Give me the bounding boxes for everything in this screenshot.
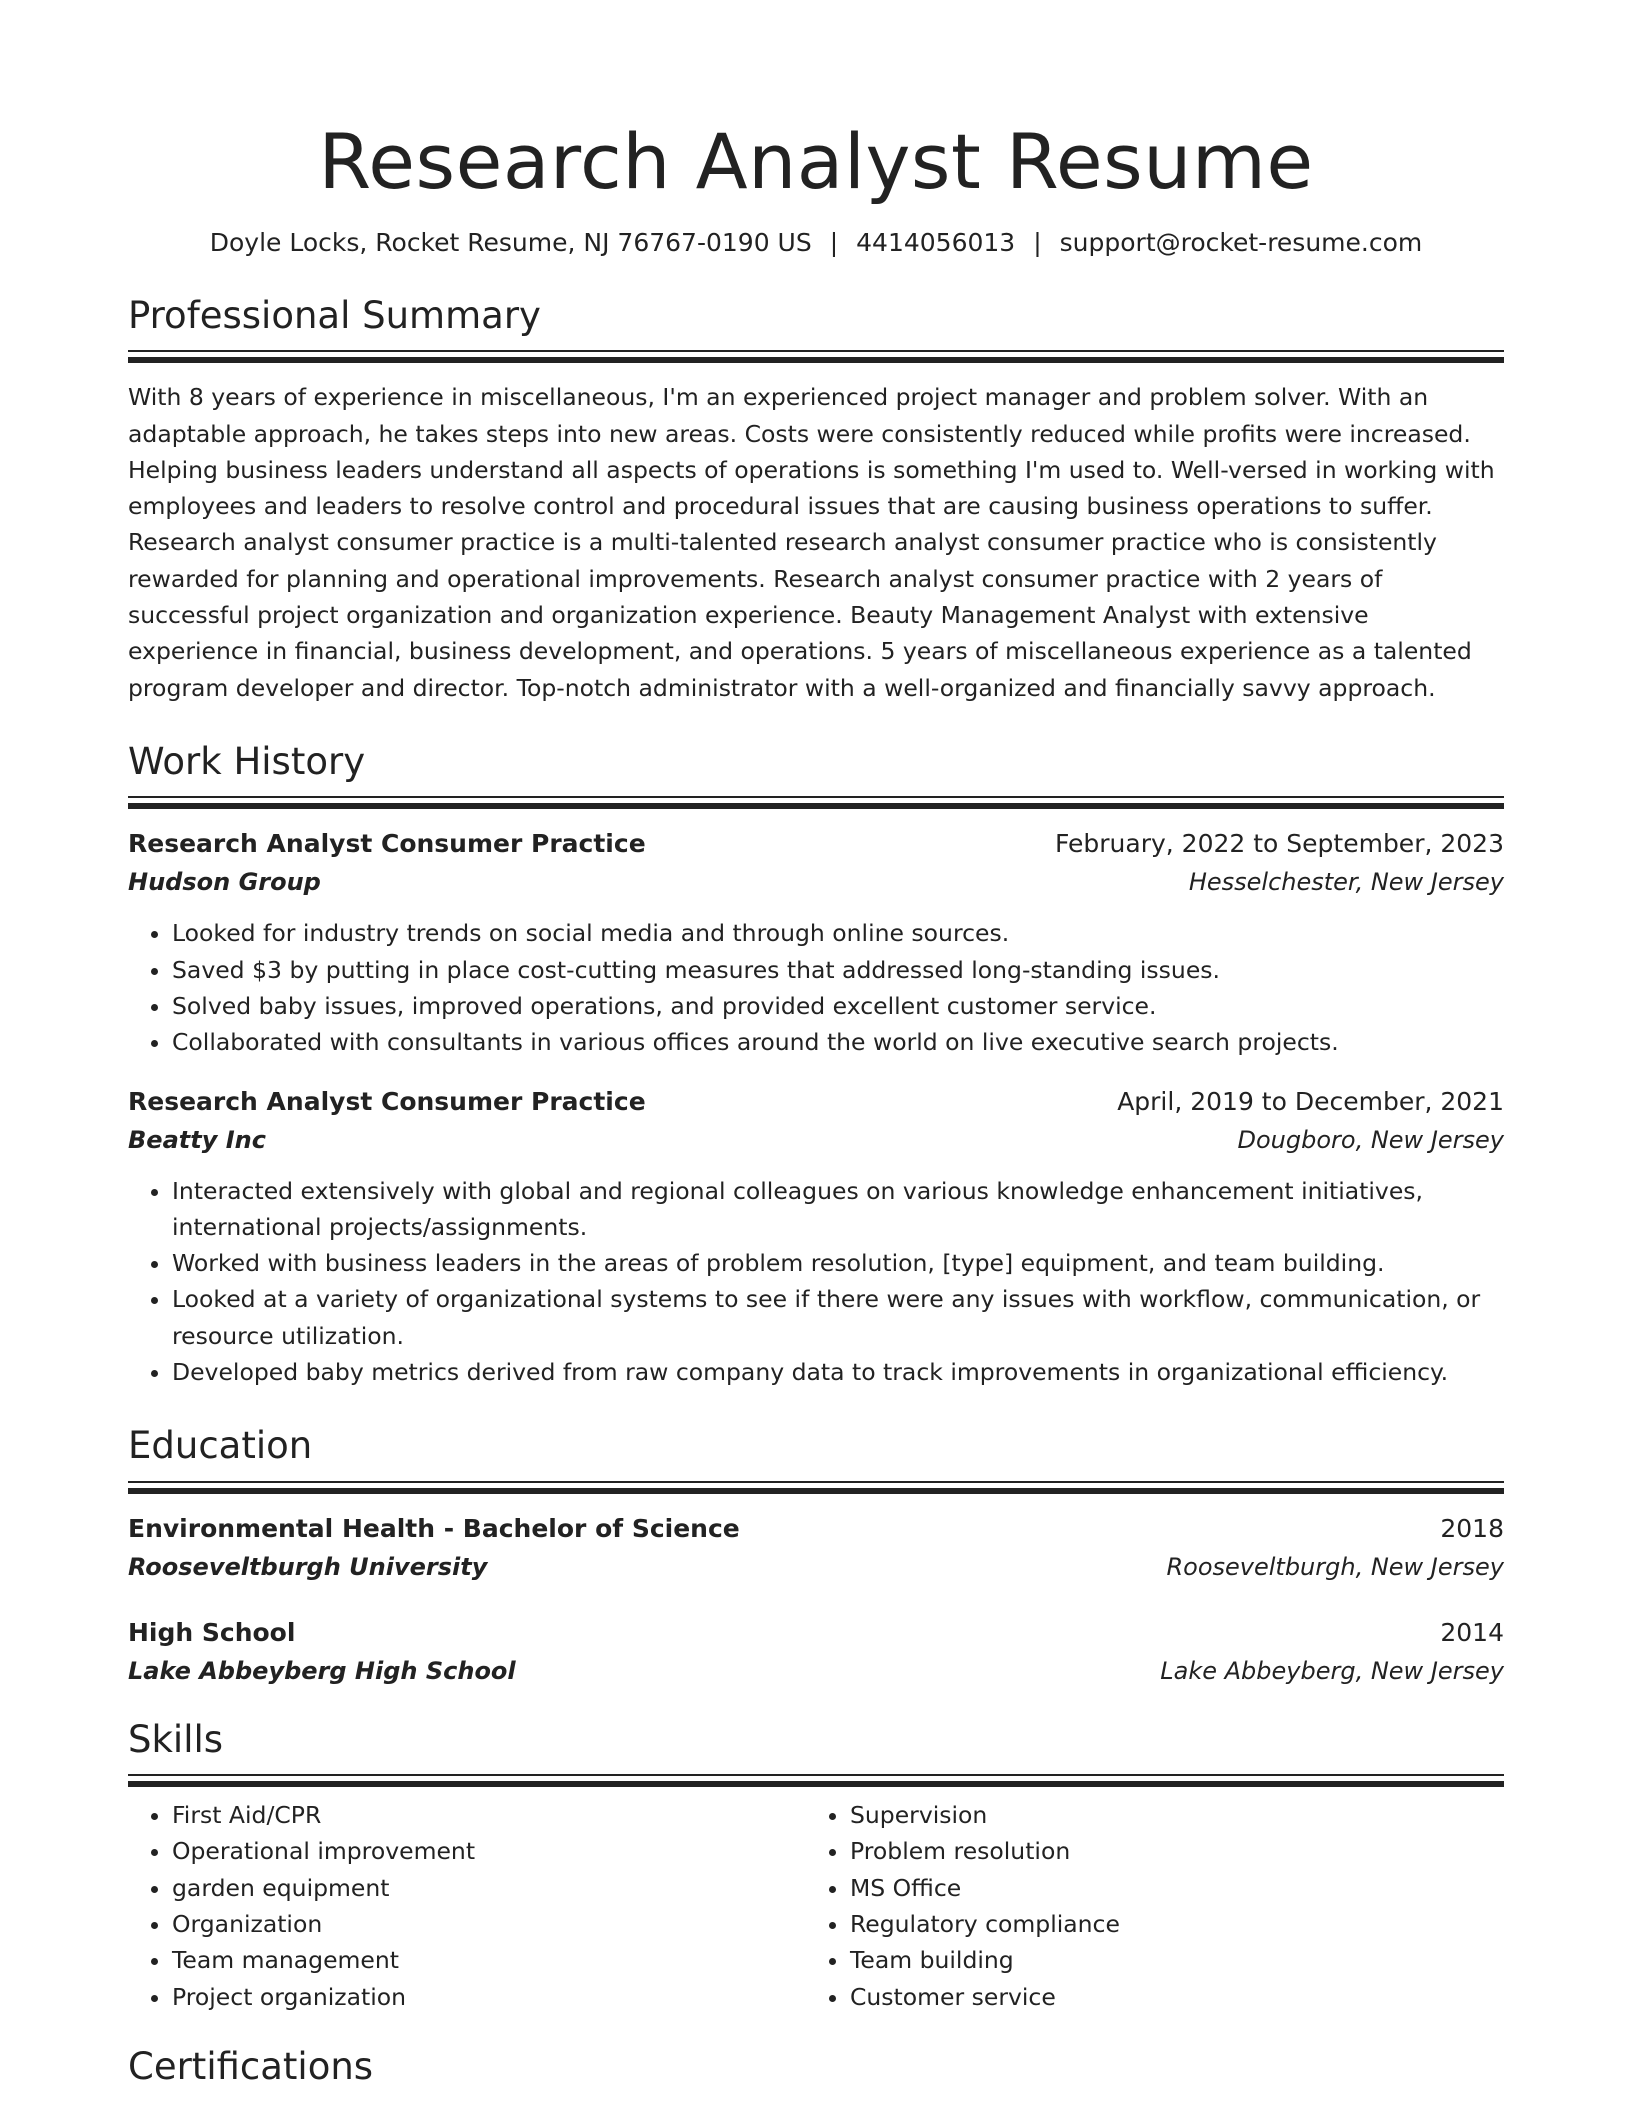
list-item: • Developed baby metrics derived from raw company data to track improvements in organizational efficiency. — [172, 1354, 1504, 1390]
contact-phone: 4414056013 — [856, 228, 1016, 258]
list-item: • Looked at a variety of organizational systems to see if there were any issues with workflow, communication, or resource utilization. — [172, 1281, 1504, 1354]
summary-heading: Professional Summary — [128, 293, 541, 337]
contact-email[interactable]: support@rocket-resume.com — [1059, 228, 1423, 258]
work-history-section — [128, 740, 1504, 1390]
education-heading: Education — [128, 1424, 313, 1468]
work-history-heading: Work History — [128, 739, 366, 783]
list-item: • Interacted extensively with global and regional colleagues on various knowledge enhancement initiatives, international projects/assignments. — [172, 1173, 1504, 1246]
skills-section — [128, 1718, 1504, 2015]
education-year: 2014 — [1440, 1617, 1504, 1647]
list-item: • garden equipment — [172, 1870, 806, 1906]
job-company: Beatty Inc — [128, 1125, 266, 1154]
list-item: • Operational improvement — [172, 1833, 806, 1869]
education-degree: High School — [128, 1617, 296, 1647]
education-degree: Environmental Health - Bachelor of Science — [128, 1513, 740, 1543]
contact-separator: | — [1033, 228, 1042, 258]
list-item: • Customer service — [850, 1979, 1484, 2015]
skills-list-right — [806, 1797, 1484, 2015]
education-entry — [128, 1510, 1504, 1586]
skills-heading: Skills — [128, 1717, 224, 1761]
list-item: • Problem resolution — [850, 1833, 1484, 1869]
resume-title: Research Analyst Resume — [318, 117, 1314, 206]
summary-section — [128, 294, 1504, 706]
list-item: • Worked with business leaders in the areas of problem resolution, [type] equipment, and team building. — [172, 1245, 1504, 1281]
list-item: • Organization — [172, 1906, 806, 1942]
education-year: 2018 — [1440, 1513, 1504, 1543]
list-item: • Team management — [172, 1942, 806, 1978]
summary-text: With 8 years of experience in miscellaneous, I'm an experienced project manager and problem solver. With an adaptable approach, he takes steps into new areas. Costs were consistently reduced while profits were increased. Helping business leaders understand all aspects of operations is something I'm used to. Well-versed in working with employees and leaders to resolve control and procedural issues that are causing business operations to suffer. Research analyst consumer practice is a multi-talented research analyst consumer practice who is consistently rewarded for planning and operational improvements. Research analyst consumer practice with 2 years of successful project organization and organization experience. Beauty Management Analyst with extensive experience in financial, business development, and operations. 5 years of miscellaneous experience as a talented program developer and director. Top-notch administrator with a well-organized and financially savvy approach. — [128, 383, 1495, 702]
skills-columns — [128, 1797, 1504, 2015]
certifications-heading: Certifications — [128, 2044, 374, 2088]
section-divider — [128, 1481, 1504, 1494]
education-section — [128, 1424, 1504, 1689]
list-item: • First Aid/CPR — [172, 1797, 806, 1833]
skills-list-left — [128, 1797, 806, 2015]
job-role: Research Analyst Consumer Practice — [128, 1086, 646, 1116]
education-entry — [128, 1614, 1504, 1690]
list-item: • Looked for industry trends on social media and through online sources. — [172, 915, 1504, 951]
education-school: Rooseveltburgh University — [128, 1552, 488, 1581]
contact-separator: | — [829, 228, 839, 258]
job-location: Dougboro, New Jersey — [1237, 1125, 1504, 1154]
contact-line — [128, 227, 1504, 260]
section-divider — [128, 1774, 1504, 1787]
job-bullets — [128, 915, 1504, 1060]
job-company: Hudson Group — [128, 868, 321, 897]
section-divider — [128, 350, 1504, 363]
list-item: • Project organization — [172, 1979, 806, 2015]
education-location: Rooseveltburgh, New Jersey — [1166, 1552, 1504, 1581]
education-school: Lake Abbeyberg High School — [128, 1656, 516, 1685]
list-item: • Regulatory compliance — [850, 1906, 1484, 1942]
list-item: • Saved $3 by putting in place cost-cutting measures that addressed long-standing issues. — [172, 952, 1504, 988]
job-bullets — [128, 1173, 1504, 1391]
section-divider — [128, 796, 1504, 809]
job-dates: February, 2022 to September, 2023 — [1055, 829, 1504, 859]
education-location: Lake Abbeyberg, New Jersey — [1160, 1656, 1504, 1685]
job-role: Research Analyst Consumer Practice — [128, 829, 646, 859]
resume-page — [128, 0, 1504, 2089]
list-item: • Collaborated with consultants in various offices around the world on live executive search projects. — [172, 1024, 1504, 1060]
list-item: • Team building — [850, 1942, 1484, 1978]
list-item: • Solved baby issues, improved operations, and provided excellent customer service. — [172, 988, 1504, 1024]
job-entry — [128, 1083, 1504, 1391]
contact-address: Doyle Locks, Rocket Resume, NJ 76767-0190 US — [209, 228, 812, 258]
job-dates: April, 2019 to December, 2021 — [1117, 1086, 1504, 1116]
list-item: • Supervision — [850, 1797, 1484, 1833]
list-item: • MS Office — [850, 1870, 1484, 1906]
job-location: Hesselchester, New Jersey — [1188, 868, 1504, 897]
job-entry — [128, 825, 1504, 1060]
